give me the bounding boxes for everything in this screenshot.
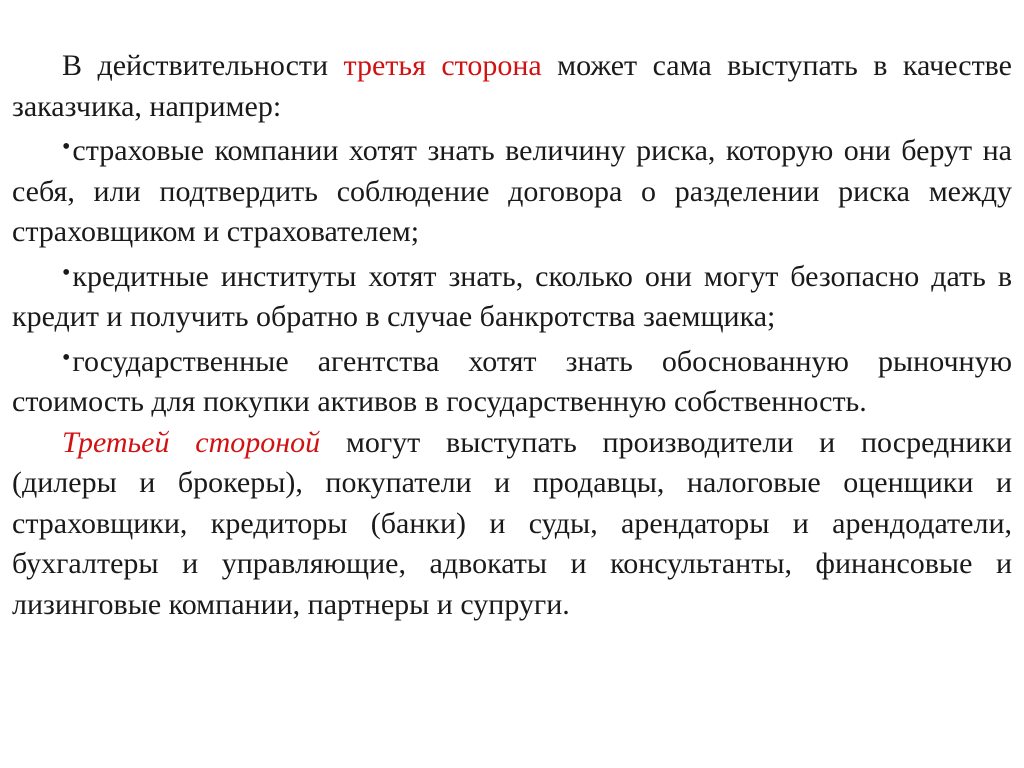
intro-text-before: В действительности — [62, 49, 344, 82]
intro-paragraph — [12, 46, 1012, 127]
bullet-item-government — [12, 338, 1012, 423]
bullet-text: страховые компании хотят знать величину риска, которую они берут на себя, или подтвердить соблюдение договора о разделении риска между страховщиком и страхователем; — [12, 134, 1012, 248]
bullet-marker: • — [62, 134, 71, 160]
intro-highlight: третья сторона — [343, 49, 542, 82]
bullet-marker: • — [62, 344, 71, 371]
bullet-item-insurance — [12, 127, 1012, 253]
bullet-text: кредитные институты хотят знать, сколько они могут безопасно дать в кредит и получить обратно в случае банкротства заемщика; — [12, 259, 1012, 333]
closing-text: могут выступать производители и посредники (дилеры и брокеры), покупатели и продавцы, налоговые оценщики и страховщики, кредиторы (банки) и суды, арендаторы и арендодатели, бухгалтеры и управляющие, адвокаты и консультанты, финансовые и лизинговые компании, партнеры и супруги. — [12, 425, 1012, 621]
bullet-item-credit — [12, 253, 1012, 338]
bullet-marker: • — [62, 259, 71, 286]
closing-highlight: Третьей стороной — [62, 425, 321, 459]
bullet-text: государственные агентства хотят знать обоснованную рыночную стоимость для покупки активов в государственную собственность. — [12, 344, 1012, 418]
closing-paragraph — [12, 423, 1012, 626]
intro-text-after: может сама выступать в качестве заказчика, например: — [12, 49, 1012, 123]
